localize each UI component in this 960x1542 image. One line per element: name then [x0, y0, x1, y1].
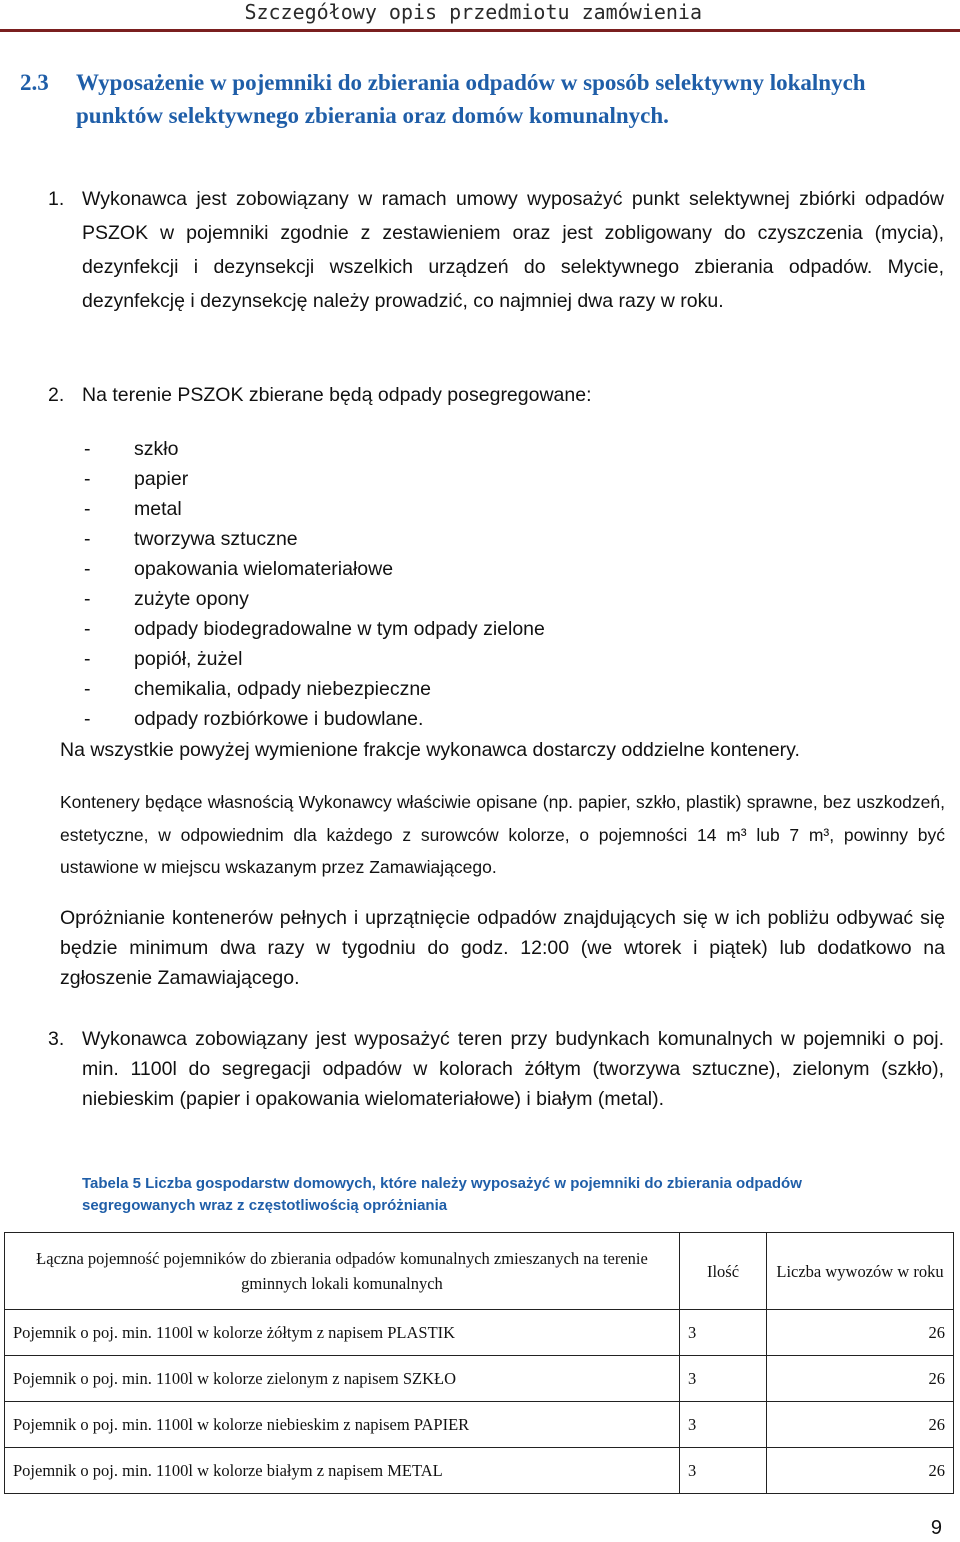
list-item: - odpady rozbiórkowe i budowlane. [82, 704, 545, 734]
section-number: 2.3 [20, 70, 49, 95]
list-item: - zużyte opony [82, 584, 545, 614]
list-item: - metal [82, 494, 545, 524]
cell-name: Pojemnik o poj. min. 1100l w kolorze białym z napisem METAL [5, 1448, 680, 1494]
document-title: Szczegółowy opis przedmiotu zamówienia [244, 0, 702, 24]
waste-fraction-list [82, 434, 545, 734]
table-row [5, 1356, 954, 1402]
item-text: Na terenie PSZOK zbierane będą odpady posegregowane: [82, 384, 592, 406]
cell-name: Pojemnik o poj. min. 1100l w kolorze żółtym z napisem PLASTIK [5, 1310, 680, 1356]
cell-pickups: 26 [767, 1310, 954, 1356]
cell-count: 3 [680, 1402, 767, 1448]
ownership-paragraph: Kontenery będące własnością Wykonawcy właściwie opisane (np. papier, szkło, plastik) sprawne, bez uszkodzeń, estetyczne, w odpowiednim dla każdego z surowców kolorze, o pojemności 14 m³ lub 7 m³, powinny być ustawione w miejscu wskazanym przez Zamawiającego. [60, 792, 945, 877]
list-item: - opakowania wielomateriałowe [82, 554, 545, 584]
list-item: - tworzywa sztuczne [82, 524, 545, 554]
cell-name: Pojemnik o poj. min. 1100l w kolorze zielonym z napisem SZKŁO [5, 1356, 680, 1402]
table-caption: Tabela 5 Liczba gospodarstw domowych, które należy wyposażyć w pojemniki do zbierania odpadów segregowanych wraz z częstotliwością opróżniania [82, 1175, 802, 1214]
cell-count: 3 [680, 1448, 767, 1494]
item-2 [48, 378, 944, 412]
table-row [5, 1310, 954, 1356]
bin-table [4, 1232, 954, 1494]
cell-name: Pojemnik o poj. min. 1100l w kolorze niebieskim z napisem PAPIER [5, 1402, 680, 1448]
list-item: - popiół, żużel [82, 644, 545, 674]
list-item: - odpady biodegradowalne w tym odpady zielone [82, 614, 545, 644]
section-title: Wyposażenie w pojemniki do zbierania odpadów w sposób selektywny lokalnych punktów selektywnego zbierania oraz domów komunalnych. [76, 70, 866, 128]
item-number: 2. [48, 384, 65, 406]
item-number: 3. [48, 1028, 65, 1050]
list-item: - szkło [82, 434, 545, 464]
list-item: - chemikalia, odpady niebezpieczne [82, 674, 545, 704]
table-row [5, 1402, 954, 1448]
item-3 [48, 1024, 944, 1114]
emptying-paragraph: Opróżnianie kontenerów pełnych i uprzątnięcie odpadów znajdujących się w ich pobliżu odbywać się będzie minimum dwa razy w tygodniu do godz. 12:00 (we wtorek i piątek) lub dodatkowo na zgłoszenie Zamawiającego. [60, 907, 945, 989]
item-text: Wykonawca jest zobowiązany w ramach umowy wyposażyć punkt selektywnej zbiórki odpadów PSZOK w pojemniki zgodnie z zestawieniem oraz jest zobligowany do czyszczenia (mycia), dezynfekcji i dezynsekcji wszelkich urządzeń do selektywnego zbierania odpadów. Mycie, dezynfekcję i dezynsekcję należy prowadzić, co najmniej dwa razy w roku. [82, 188, 944, 312]
section-heading [20, 66, 920, 132]
header-capacity: Łączna pojemność pojemników do zbierania odpadów komunalnych zmieszanych na terenie gminnych lokali komunalnych [5, 1233, 680, 1310]
cell-count: 3 [680, 1356, 767, 1402]
header-pickups: Liczba wywozów w roku [767, 1233, 954, 1310]
containers-note: Na wszystkie powyżej wymienione frakcje wykonawca dostarczy oddzielne kontenery. [60, 739, 800, 761]
item-text: Wykonawca zobowiązany jest wyposażyć teren przy budynkach komunalnych w pojemniki o poj. min. 1100l do segregacji odpadów w kolorach żółtym (tworzywa sztuczne), zielonym (szkło), niebieskim (papier i opakowania wielomateriałowe) i białym (metal). [82, 1028, 944, 1110]
item-1 [48, 182, 944, 318]
cell-count: 3 [680, 1310, 767, 1356]
cell-pickups: 26 [767, 1448, 954, 1494]
cell-pickups: 26 [767, 1356, 954, 1402]
header-count: Ilość [680, 1233, 767, 1310]
item-number: 1. [48, 188, 65, 210]
header-divider [0, 29, 960, 32]
table-row [5, 1448, 954, 1494]
page-number: 9 [930, 1517, 942, 1539]
table-header-row [5, 1233, 954, 1310]
list-item: - papier [82, 464, 545, 494]
cell-pickups: 26 [767, 1402, 954, 1448]
page-header [0, 0, 960, 28]
